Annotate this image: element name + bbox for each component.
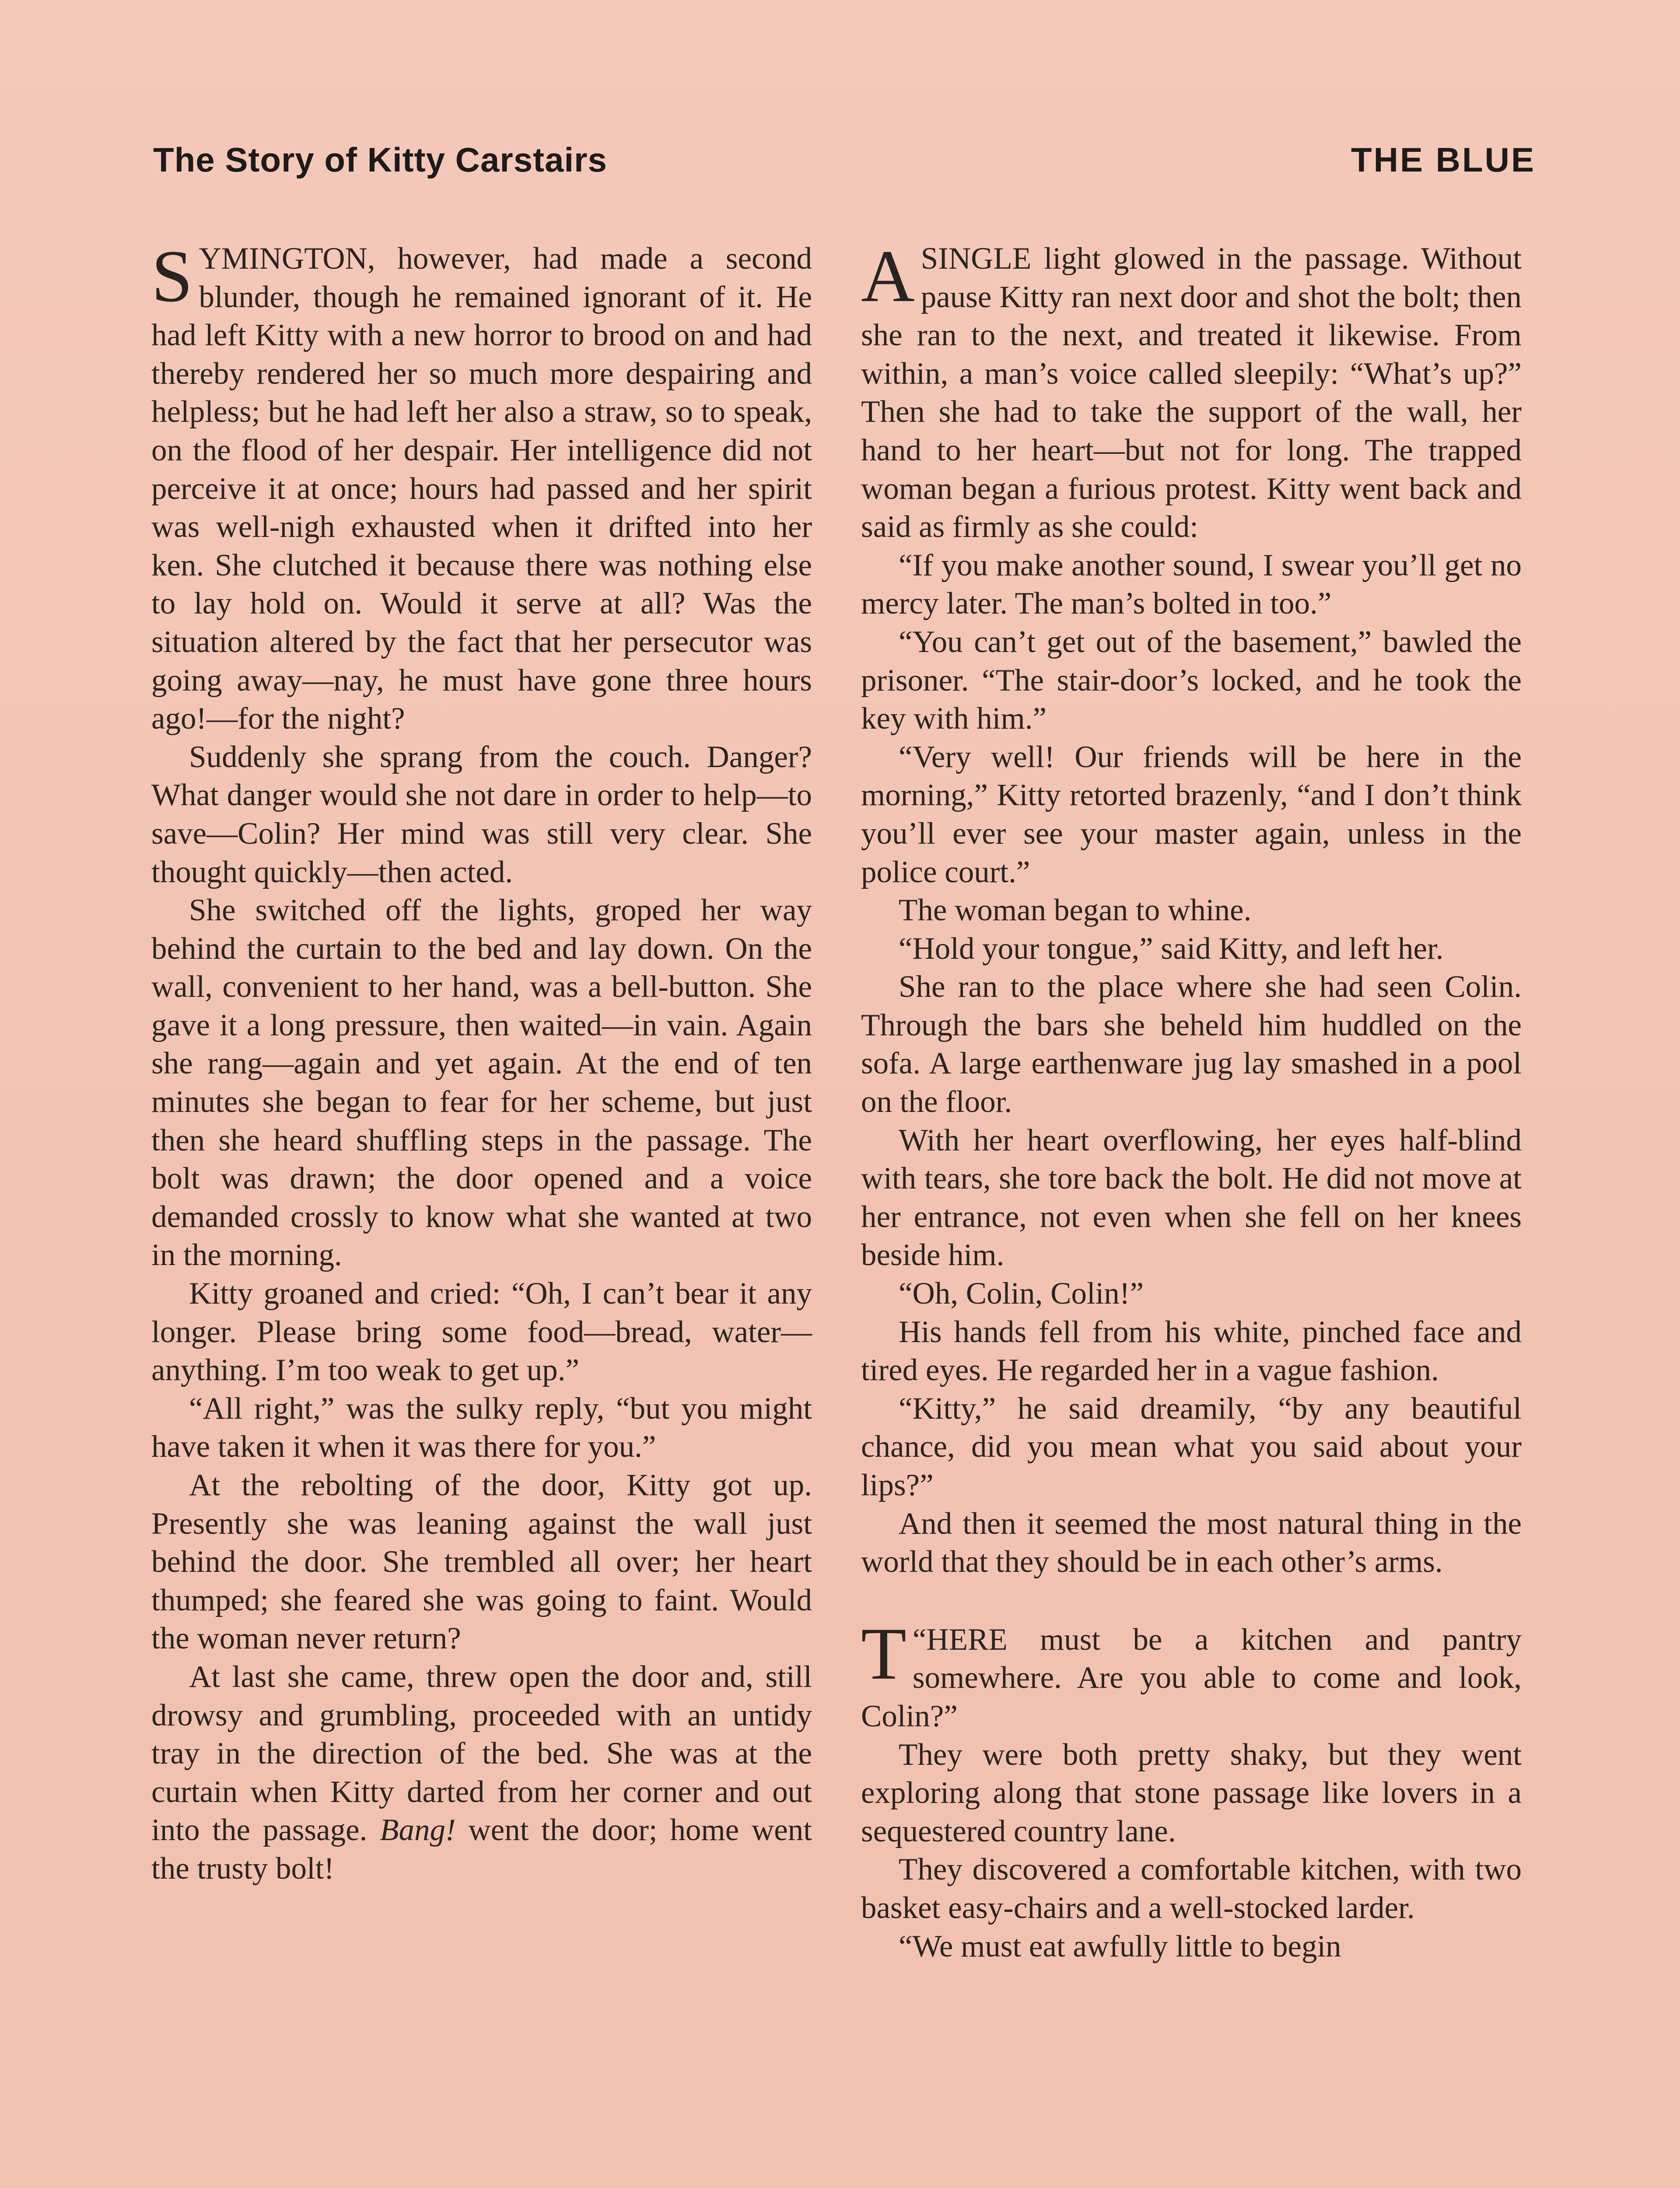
paragraph: At the rebolting of the door, Kitty got up. Presently she was leaning against the wall just behind the door. She trembled all over; her heart thumped; she feared she was going to faint. Would the woman never return? — [151, 1468, 812, 1656]
paragraph: His hands fell from his white, pinched face and tired eyes. He regarded her in a vague fashion. — [861, 1315, 1522, 1388]
paragraph: “Very well! Our friends will be here in the morning,” Kitty retorted brazenly, “and I don’t think you’ll ever see your master again, unless in the police court.” — [861, 740, 1522, 889]
paragraph: “If you make another sound, I swear you’ll get no mercy later. The man’s bolted in too.” — [861, 548, 1522, 621]
paragraph: “Hold your tongue,” said Kitty, and left her. — [899, 931, 1444, 966]
paragraph: They were both pretty shaky, but they went exploring along that stone passage like lovers in a sequestered country lane. — [861, 1737, 1522, 1848]
paragraph: “We must eat awfully little to begin — [899, 1929, 1341, 1964]
paragraph: Kitty groaned and cried: “Oh, I can’t bear it any longer. Please bring some food—bread, water—anything. I’m too weak to get up.” — [151, 1276, 812, 1388]
paragraph: At last she came, threw open the door and, still drowsy and grumbling, proceeded with an untidy tray in the direction of the bed. She was at the curtain when Kitty darted from her corner and out into the passage. Bang! went the door; home went the trusty bolt! — [151, 1659, 812, 1886]
paragraph: “All right,” was the sulky reply, “but you might have taken it when it was there for you.” — [151, 1391, 812, 1464]
paragraph: “Kitty,” he said dreamily, “by any beautiful chance, did you mean what you said about your lips?” — [861, 1391, 1522, 1502]
paragraph: “ T HERE must be a kitchen and pantry somewhere. Are you able to come and look, Colin?” — [861, 1612, 1522, 1733]
paragraph: “Oh, Colin, Colin!” — [899, 1276, 1144, 1311]
right-column — [861, 235, 1522, 1966]
paragraph: The woman began to whine. — [899, 893, 1252, 928]
drop-cap: T — [861, 1612, 906, 1695]
left-column — [151, 235, 812, 1888]
story-title: The Story of Kitty Carstairs — [153, 140, 607, 179]
paragraph: “You can’t get out of the basement,” bawled the prisoner. “The stair-door’s locked, and he took the key with him.” — [861, 624, 1522, 736]
paragraph: SYMINGTON, however, had made a second blunder, though he remained ignorant of it. He had left Kitty with a new horror to brood on and had thereby rendered her so much more despairing and helpless; but he had left her also a straw, so to speak, on the flood of her despair. Her intelligence did not perceive it at once; hours had passed and her spirit was well-nigh exhausted when it drifted into her ken. She clutched it because there was nothing else to lay hold on. Would it serve at all? Was the situation altered by the fact that her persecutor was going away—nay, he must have gone three hours ago!—for the night? — [151, 235, 812, 736]
paragraph: With her heart overflowing, her eyes half-blind with tears, she tore back the bolt. He did not move at her entrance, not even when she fell on her knees beside him. — [861, 1123, 1522, 1273]
paragraph: She ran to the place where she had seen Colin. Through the bars she beheld him huddled on the sofa. A large earthenware jug lay smashed in a pool on the floor. — [861, 970, 1522, 1119]
section-break — [861, 1581, 1522, 1621]
running-header — [153, 140, 1536, 193]
paragraph: And then it seemed the most natural thing in the world that they should be in each other’s arms. — [861, 1506, 1522, 1579]
italic-word: Bang! — [380, 1813, 456, 1848]
drop-cap: A — [861, 235, 915, 317]
paragraph: Suddenly she sprang from the couch. Danger? What danger would she not dare in order to help—to save—Colin? Her mind was still very clear. She thought quickly—then acted. — [151, 740, 812, 889]
drop-cap: S — [151, 235, 193, 317]
opening-quote: “ — [912, 1622, 927, 1657]
magazine-name: THE BLUE — [1351, 140, 1536, 179]
paragraph: They discovered a comfortable kitchen, with two basket easy-chairs and a well-stocked larder. — [861, 1852, 1522, 1925]
paragraph: A SINGLE light glowed in the passage. Without pause Kitty ran next door and shot the bolt; then she ran to the next, and treated it likewise. From within, a man’s voice called sleepily: “What’s up?” Then she had to take the support of the wall, her hand to her heart—but not for long. The trapped woman began a furious protest. Kitty went back and said as firmly as she could: — [861, 235, 1522, 544]
paragraph: She switched off the lights, groped her way behind the curtain to the bed and lay down. On the wall, convenient to her hand, was a bell-button. She gave it a long pressure, then waited—in vain. Again she rang—again and yet again. At the end of ten minutes she began to fear for her scheme, but just then she heard shuffling steps in the passage. The bolt was drawn; the door opened and a voice demanded crossly to know what she wanted at two in the morning. — [151, 893, 812, 1273]
